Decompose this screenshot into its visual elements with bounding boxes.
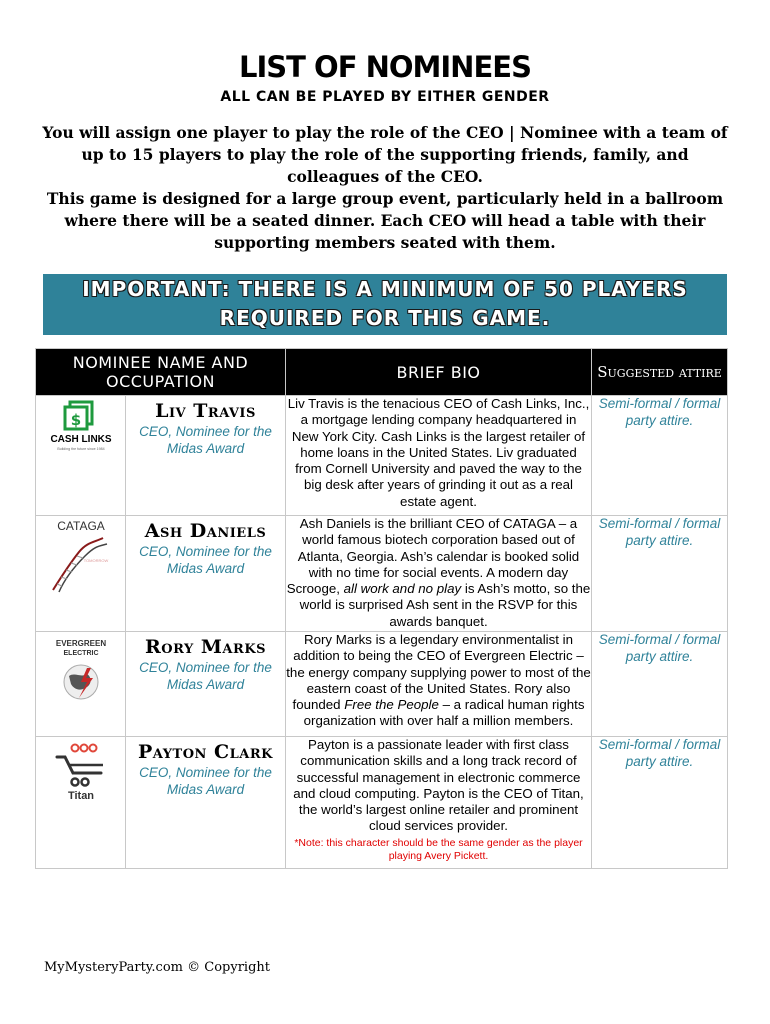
logo-dot xyxy=(71,745,78,752)
logo-dot xyxy=(80,745,87,752)
logo-faint-label: TOMORROW xyxy=(83,558,108,563)
bio-text: Ash Daniels is the brilliant CEO of CATAGA – a world famous biotech corporation based out of Atlanta, Georgia. Ash’s calendar is booked solid with no time for social events. A modern day Scrooge, xyxy=(286,516,580,597)
dollar-sign: $ xyxy=(70,411,81,429)
nominees-table xyxy=(35,348,728,869)
nominee-role: CEO, Nominee for the Midas Award xyxy=(139,424,272,456)
table-row xyxy=(36,737,728,869)
header-brief-bio: BRIEF BIO xyxy=(286,349,592,396)
nominee-name: Payton Clark xyxy=(138,741,273,763)
bio-emphasis: all work and no play xyxy=(343,581,462,597)
evergreen-electric-logo xyxy=(41,632,121,712)
cart-wheel xyxy=(71,779,78,786)
bio-text: Rory Marks is a legendary environmentalist in addition to being the CEO of Evergreen Electric – the energy company supplying power to most of the eastern coast of the United States. Rory also founded xyxy=(286,632,591,713)
row-name-cell xyxy=(126,516,286,632)
logo-tagline: Building the future since 1984 xyxy=(56,447,105,451)
table-row xyxy=(36,396,728,516)
gender-note: *Note: this character should be the same gender as the player playing Avery Pickett. xyxy=(294,836,583,862)
row-attire-cell: Semi-formal / formal party attire. xyxy=(592,632,728,737)
bio-text: Liv Travis is the tenacious CEO of Cash Links, Inc., a mortgage lending company headquartered in New York City. Cash Links is the largest retailer of home loans in the United States. Liv graduated from Cornell University and paved the way to the big desk after years of grinding it out as a real estate agent. xyxy=(287,396,590,509)
row-logo-cell xyxy=(36,396,126,516)
nominee-role: CEO, Nominee for the Midas Award xyxy=(139,765,272,797)
row-name-cell xyxy=(126,737,286,869)
logo-dot xyxy=(89,745,96,752)
logo-wordmark: Titan xyxy=(67,790,94,802)
row-logo-cell xyxy=(36,516,126,632)
intro-text xyxy=(40,122,730,254)
logo-wordmark-line1: EVERGREEN xyxy=(55,639,106,648)
row-bio-cell xyxy=(286,516,592,632)
bio-text: – a radical human rights organization with over half a million members. xyxy=(303,697,585,729)
bio-text: is Ash’s motto, so the world is surprised Ash sent in the RSVP for this awards banquet. xyxy=(299,581,591,629)
dna-rung xyxy=(71,563,77,565)
row-bio-cell xyxy=(286,737,592,869)
nominee-role: CEO, Nominee for the Midas Award xyxy=(139,544,272,576)
dna-rung xyxy=(77,556,83,558)
row-bio-cell xyxy=(286,396,592,516)
nominee-name: Ash Daniels xyxy=(144,520,267,542)
row-name-cell xyxy=(126,396,286,516)
logo-wordmark: CASH LINKS xyxy=(49,434,112,445)
dna-rung xyxy=(57,584,62,586)
table-header-row xyxy=(36,349,728,396)
bio-text: Payton is a passionate leader with first class communication skills and a long track record of successful management in electronic commerce and cloud computing. Payton is the CEO of Titan, the world’s largest online retailer and prominent cloud services provider. xyxy=(293,737,584,834)
titan-logo xyxy=(49,737,113,807)
row-attire-cell: Semi-formal / formal party attire. xyxy=(592,516,728,632)
row-logo-cell xyxy=(36,632,126,737)
cataga-logo xyxy=(41,516,121,596)
intro-paragraph-1: You will assign one player to play the role of the CEO | Nominee with a team of up to 15 players to play the role of the supporting friends, family, and colleagues of the CEO. xyxy=(42,123,728,186)
cash-links-logo xyxy=(46,396,116,456)
table-row xyxy=(36,632,728,737)
row-attire-cell: Semi-formal / formal party attire. xyxy=(592,737,728,869)
row-logo-cell xyxy=(36,737,126,869)
footer-copyright: MyMysteryParty.com © Copyright xyxy=(44,960,270,975)
important-banner: IMPORTANT: THERE IS A MINIMUM OF 50 PLAYERS REQUIRED FOR THIS GAME. xyxy=(43,274,727,335)
row-bio-cell xyxy=(286,632,592,737)
nominee-name: Liv Travis xyxy=(155,400,256,422)
page-title: LIST OF NOMINEES xyxy=(239,50,531,84)
row-name-cell xyxy=(126,632,286,737)
header-suggested-attire: Suggested attire xyxy=(592,349,728,396)
cart-wheel xyxy=(81,779,88,786)
page-subtitle: ALL CAN BE PLAYED BY EITHER GENDER xyxy=(220,89,550,105)
bio-emphasis: Free the People xyxy=(344,697,439,713)
header-name-occupation: NOMINEE NAME AND OCCUPATION xyxy=(36,349,286,396)
logo-wordmark: CATAGA xyxy=(56,519,105,533)
row-attire-cell: Semi-formal / formal party attire. xyxy=(592,396,728,516)
logo-wordmark-line2: ELECTRIC xyxy=(63,650,98,657)
intro-paragraph-2: This game is designed for a large group event, particularly held in a ballroom where there will be a seated dinner. Each CEO will head a table with their supporting members seated with them. xyxy=(46,189,724,252)
nominee-role: CEO, Nominee for the Midas Award xyxy=(139,660,272,692)
nominee-name: Rory Marks xyxy=(144,636,267,658)
table-row xyxy=(36,516,728,632)
